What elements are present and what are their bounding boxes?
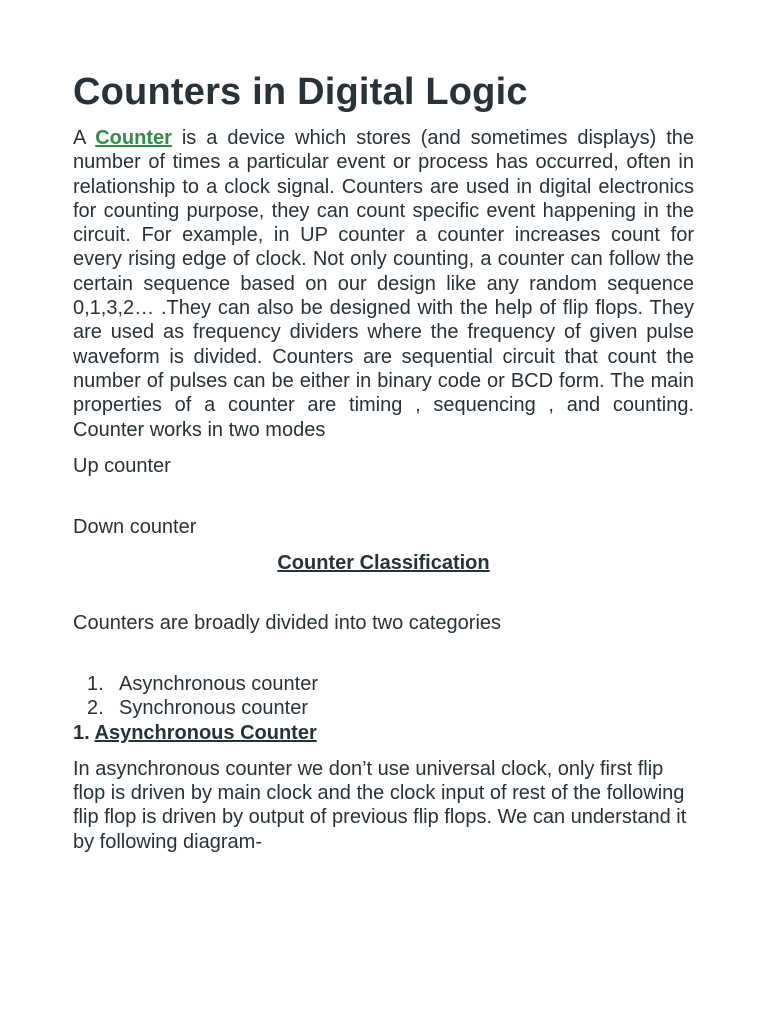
mode-down-counter: Down counter: [73, 515, 197, 538]
counter-classification-heading: Counter Classification: [277, 551, 490, 574]
list-item: [87, 696, 694, 721]
intro-paragraph: [73, 126, 694, 442]
asynchronous-counter-heading: [73, 721, 694, 745]
counter-link[interactable]: Counter: [95, 127, 172, 149]
list-item-number: 2.: [87, 697, 104, 720]
page-title: Counters in Digital Logic: [73, 71, 528, 113]
mode-up-counter: Up counter: [73, 454, 171, 477]
list-item-label: Synchronous counter: [119, 697, 309, 720]
categories-list: [73, 672, 694, 721]
intro-body: is a device which stores (and sometimes displays) the number of times a particular event or process has occurred, often in relationship to a clock signal. Counters are used in digital electronics for counting purpose, they can count specific event happening in the circuit. For example, in UP counter a counter increases count for every rising edge of clock. Not only counting, a counter can follow the certain sequence based on our design like any random sequence 0,1,3,2… .They can also be designed with the help of flip flops. They are used as frequency dividers where the frequency of given pulse waveform is divided. Counters are sequential circuit that count the number of pulses can be either in binary code or BCD form. The main properties of a counter are timing , sequencing , and counting. Counter works in two modes: [73, 127, 695, 441]
intro-prefix: A: [73, 127, 96, 149]
asynchronous-paragraph: In asynchronous counter we don’t use universal clock, only first flip flop is driven by main clock and the clock input of rest of the following flip flop is driven by output of previous flip flops. We can understand it by following diagram-: [73, 757, 687, 853]
categories-intro: Counters are broadly divided into two categories: [73, 611, 502, 634]
heading-label: Asynchronous Counter: [94, 721, 317, 744]
heading-number: 1.: [73, 721, 95, 744]
list-item: [87, 672, 694, 697]
list-item-label: Asynchronous counter: [119, 672, 319, 695]
list-item-number: 1.: [87, 672, 104, 695]
